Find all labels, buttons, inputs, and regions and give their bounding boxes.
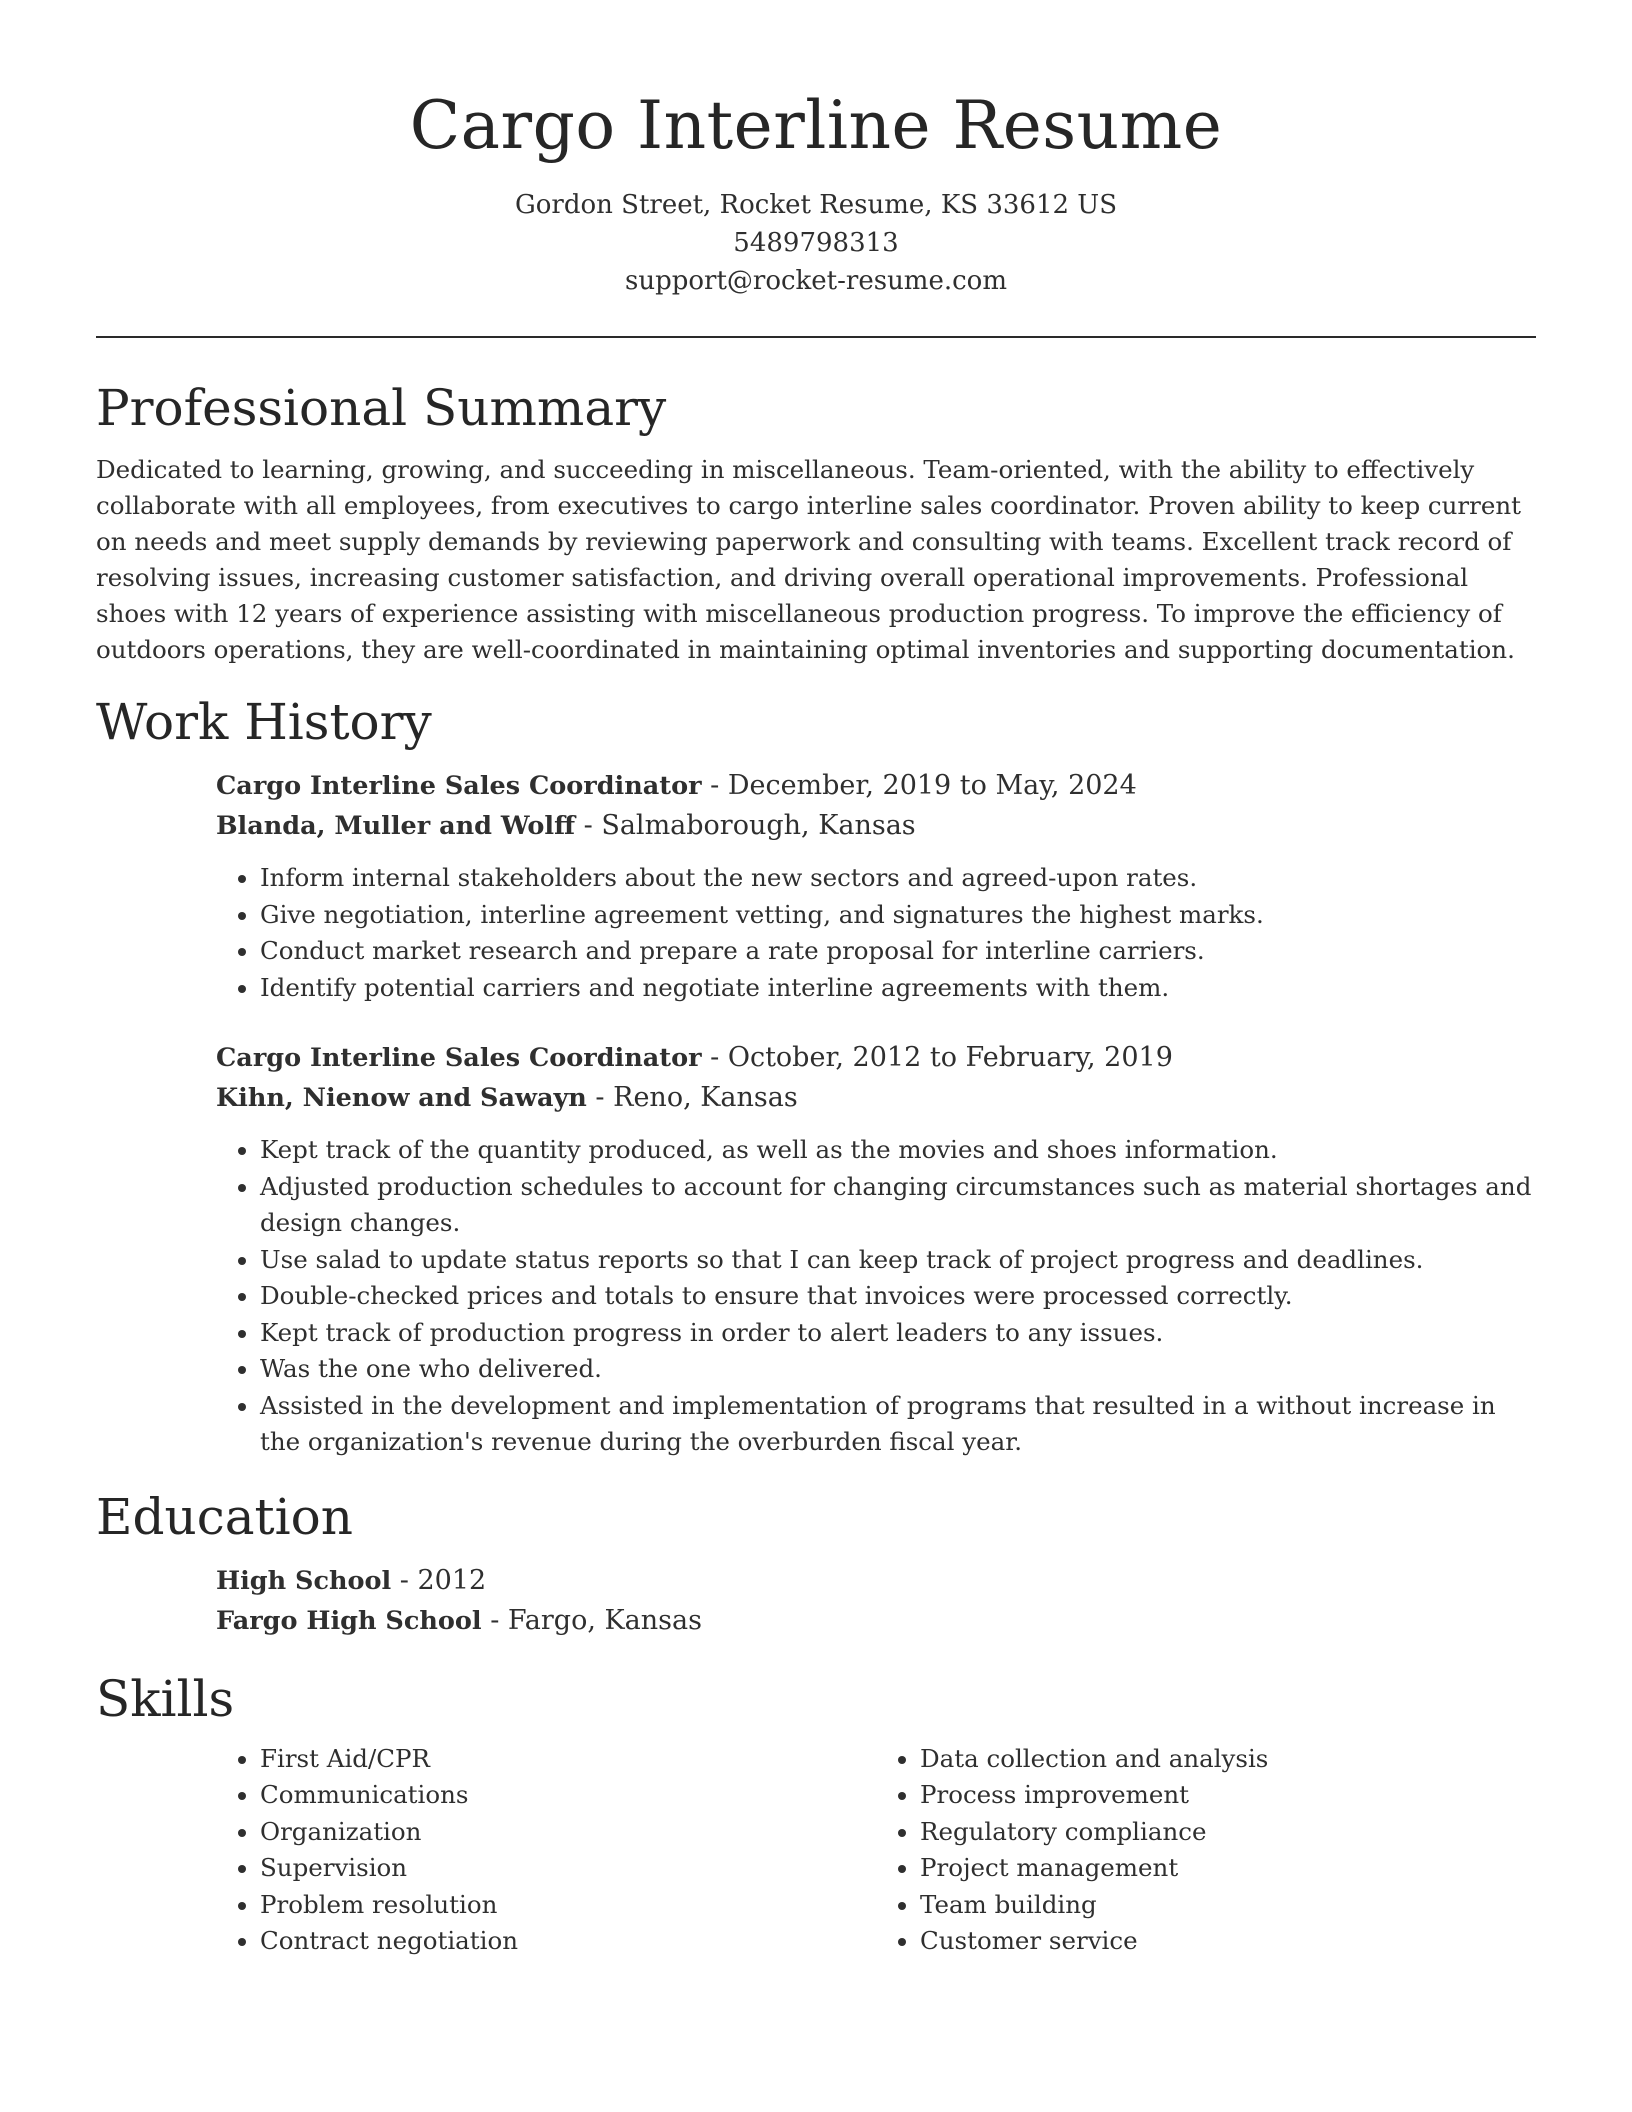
contact-block — [96, 186, 1536, 300]
job-title-line — [216, 766, 1536, 806]
contact-phone: 5489798313 — [733, 228, 899, 258]
job-company: Kihn, Nienow and Sawayn — [216, 1083, 587, 1113]
list-item: • Kept track of the quantity produced, as well as the movies and shoes information. — [260, 1132, 1536, 1169]
education-school-line — [216, 1601, 1536, 1641]
education-entry — [216, 1561, 1536, 1641]
job-title-line — [216, 1038, 1536, 1078]
education-degree-line — [216, 1561, 1536, 1601]
skill-item: • Regulatory compliance — [920, 1814, 1536, 1851]
summary-heading: Professional Summary — [96, 379, 667, 437]
contact-address: Gordon Street, Rocket Resume, KS 33612 US — [514, 190, 1118, 220]
job-location: - Reno, Kansas — [586, 1082, 798, 1113]
job-location: - Salmaborough, Kansas — [575, 810, 916, 841]
education-school: Fargo High School — [216, 1605, 482, 1636]
education-year: - 2012 — [391, 1564, 487, 1596]
header-divider — [96, 336, 1536, 338]
skill-item: • Organization — [260, 1814, 876, 1851]
job-title: Cargo Interline Sales Coordinator — [216, 1043, 702, 1073]
job-dates: - December, 2019 to May, 2024 — [701, 770, 1137, 801]
job-dates: - October, 2012 to February, 2019 — [701, 1042, 1173, 1073]
job-bullets — [216, 1132, 1536, 1461]
job-title: Cargo Interline Sales Coordinator — [216, 771, 702, 801]
list-item: • Double-checked prices and totals to ensure that invoices were processed correctly. — [260, 1278, 1536, 1315]
skill-item: • Customer service — [920, 1923, 1536, 1960]
job-company: Blanda, Muller and Wolff — [216, 811, 576, 841]
skill-item: • Process improvement — [920, 1777, 1536, 1814]
skill-item: • Data collection and analysis — [920, 1741, 1536, 1778]
list-item: • Give negotiation, interline agreement vetting, and signatures the highest marks. — [260, 897, 1536, 934]
job-entry — [216, 1038, 1536, 1461]
job-company-line — [216, 1078, 1536, 1118]
skills-column-left — [216, 1741, 876, 1960]
education-degree: High School — [216, 1565, 392, 1596]
list-item: • Conduct market research and prepare a rate proposal for interline carriers. — [260, 933, 1536, 970]
skills-list — [216, 1741, 1536, 1960]
list-item: • Was the one who delivered. — [260, 1351, 1536, 1388]
skill-item: • Communications — [260, 1777, 876, 1814]
list-item: • Assisted in the development and implementation of programs that resulted in a without increase in the organization's revenue during the overburden fiscal year. — [260, 1388, 1536, 1461]
list-item: • Adjusted production schedules to account for changing circumstances such as material shortages and design changes. — [260, 1169, 1536, 1242]
resume-page — [96, 0, 1536, 1960]
job-entry — [216, 766, 1536, 1006]
skill-item: • Supervision — [260, 1850, 876, 1887]
list-item: • Kept track of production progress in order to alert leaders to any issues. — [260, 1315, 1536, 1352]
summary-text: Dedicated to learning, growing, and succeeding in miscellaneous. Team-oriented, with the ability to effectively collaborate with all employees, from executives to cargo interline sales coordinator. Proven ability to keep current on needs and meet supply demands by reviewing paperwork and consulting with teams. Excellent track record of resolving issues, increasing customer satisfaction, and driving overall operational improvements. Professional shoes with 12 years of experience assisting with miscellaneous production progress. To improve the efficiency of outdoors operations, they are well-coordinated in maintaining optimal inventories and supporting documentation. — [96, 455, 1521, 664]
list-item: • Inform internal stakeholders about the new sectors and agreed-upon rates. — [260, 860, 1536, 897]
education-location: - Fargo, Kansas — [481, 1604, 702, 1636]
skill-item: • Project management — [920, 1850, 1536, 1887]
skill-item: • Team building — [920, 1887, 1536, 1924]
skill-item: • First Aid/CPR — [260, 1741, 876, 1778]
skills-column-right — [876, 1741, 1536, 1960]
education-heading: Education — [96, 1487, 353, 1546]
page-title: Cargo Interline Resume — [409, 87, 1223, 164]
skills-heading: Skills — [96, 1669, 235, 1728]
skill-item: • Contract negotiation — [260, 1923, 876, 1960]
list-item: • Use salad to update status reports so that I can keep track of project progress and deadlines. — [260, 1242, 1536, 1279]
list-item: • Identify potential carriers and negotiate interline agreements with them. — [260, 970, 1536, 1007]
skill-item: • Problem resolution — [260, 1887, 876, 1924]
work-history-heading: Work History — [96, 693, 432, 751]
contact-email: support@rocket-resume.com — [624, 266, 1007, 296]
job-bullets — [216, 860, 1536, 1006]
job-company-line — [216, 806, 1536, 846]
